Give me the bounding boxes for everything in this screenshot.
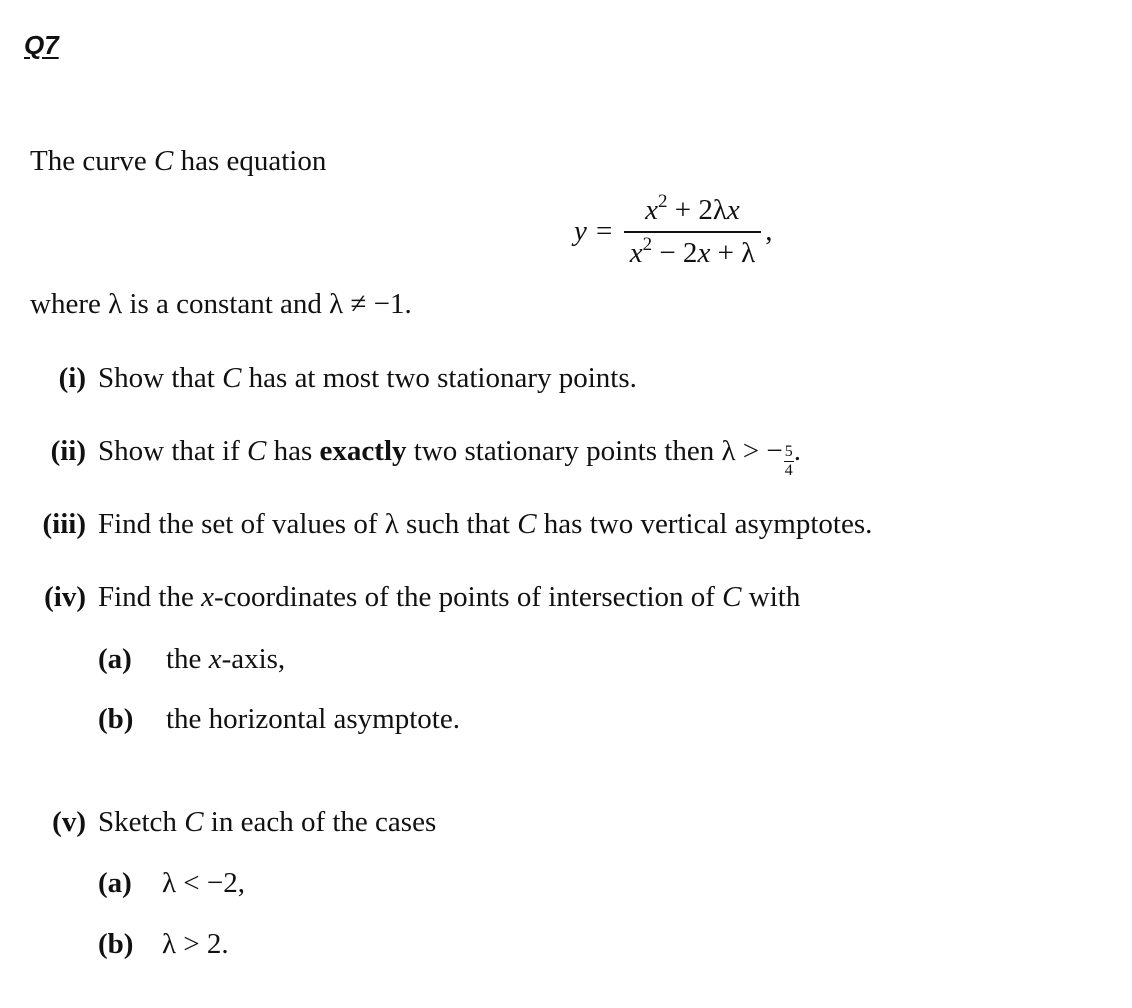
num-exp: 2 bbox=[658, 191, 668, 212]
equation-numerator bbox=[639, 191, 746, 231]
part-v-curve: C bbox=[184, 806, 204, 838]
part-i bbox=[30, 364, 637, 393]
part-v-text-b: in each of the cases bbox=[203, 806, 437, 838]
part-ii-text-a: Show that if bbox=[98, 435, 248, 467]
den-tail: + λ bbox=[710, 236, 756, 269]
part-iv-text-a: Find the bbox=[98, 581, 202, 613]
den-rest: − 2 bbox=[652, 236, 698, 269]
part-iv-b bbox=[98, 705, 460, 734]
part-iv bbox=[30, 583, 800, 612]
part-iv-a-label: (a) bbox=[98, 643, 132, 675]
part-iii-label: (iii) bbox=[42, 508, 86, 540]
part-iii-text-b: has two vertical asymptotes. bbox=[536, 508, 873, 540]
num-x: x bbox=[645, 194, 658, 226]
part-ii-emphasis: exactly bbox=[319, 435, 407, 467]
part-ii-frac-num: 5 bbox=[784, 443, 793, 460]
den-x2: x bbox=[697, 236, 711, 269]
part-iv-var: x bbox=[201, 581, 214, 613]
part-v-a-label: (a) bbox=[98, 867, 132, 899]
den-x: x bbox=[629, 236, 643, 269]
part-v-a bbox=[98, 869, 245, 898]
num-x2: x bbox=[726, 194, 740, 226]
part-ii bbox=[30, 437, 801, 479]
part-v-b-text: λ > 2. bbox=[162, 928, 229, 960]
part-iv-curve: C bbox=[722, 581, 742, 613]
part-iv-a-text-a: the bbox=[166, 643, 209, 675]
equation-trailing-comma: , bbox=[765, 215, 773, 248]
intro-text-a: The curve bbox=[30, 145, 154, 177]
part-iv-label: (iv) bbox=[44, 581, 86, 613]
part-v-label: (v) bbox=[52, 806, 86, 838]
part-iv-text-b: -coordinates of the points of intersection of bbox=[214, 581, 723, 613]
equation-lhs: y = bbox=[574, 215, 614, 248]
intro-text-b: has equation bbox=[173, 145, 327, 177]
part-i-label: (i) bbox=[58, 362, 86, 394]
question-label: Q7 bbox=[24, 30, 59, 60]
part-v-a-text: λ < −2, bbox=[162, 867, 246, 899]
part-v-text-a: Sketch bbox=[98, 806, 185, 838]
condition-line: where λ is a constant and λ ≠ −1. bbox=[30, 288, 412, 320]
part-i-text-a: Show that bbox=[98, 362, 223, 394]
part-ii-text-d: . bbox=[793, 435, 801, 467]
part-i-curve: C bbox=[222, 362, 242, 394]
part-ii-curve: C bbox=[247, 435, 267, 467]
curve-equation bbox=[574, 191, 773, 270]
part-ii-text-c: two stationary points then λ > − bbox=[406, 435, 783, 467]
part-iv-b-text: the horizontal asymptote. bbox=[166, 703, 460, 735]
part-ii-text-b: has bbox=[266, 435, 320, 467]
part-iv-a bbox=[98, 645, 285, 674]
part-v-b bbox=[98, 930, 229, 959]
equation-fraction bbox=[624, 191, 762, 270]
part-iv-a-text-b: -axis, bbox=[221, 643, 286, 675]
den-exp: 2 bbox=[642, 233, 653, 255]
part-v-b-label: (b) bbox=[98, 928, 134, 960]
part-ii-fraction bbox=[784, 444, 794, 479]
intro-line bbox=[30, 147, 326, 176]
part-ii-frac-den: 4 bbox=[784, 462, 793, 479]
num-rest: + 2λ bbox=[667, 194, 727, 226]
part-v bbox=[30, 808, 436, 837]
part-ii-label: (ii) bbox=[50, 435, 86, 467]
part-iv-text-c: with bbox=[741, 581, 801, 613]
curve-symbol: C bbox=[154, 145, 174, 177]
part-iii-text-a: Find the set of values of λ such that bbox=[98, 508, 518, 540]
part-iii bbox=[30, 510, 872, 539]
part-iii-curve: C bbox=[517, 508, 537, 540]
equation-denominator bbox=[624, 233, 762, 270]
part-iv-a-var: x bbox=[208, 643, 222, 675]
part-iv-b-label: (b) bbox=[98, 703, 134, 735]
part-i-text-b: has at most two stationary points. bbox=[241, 362, 637, 394]
